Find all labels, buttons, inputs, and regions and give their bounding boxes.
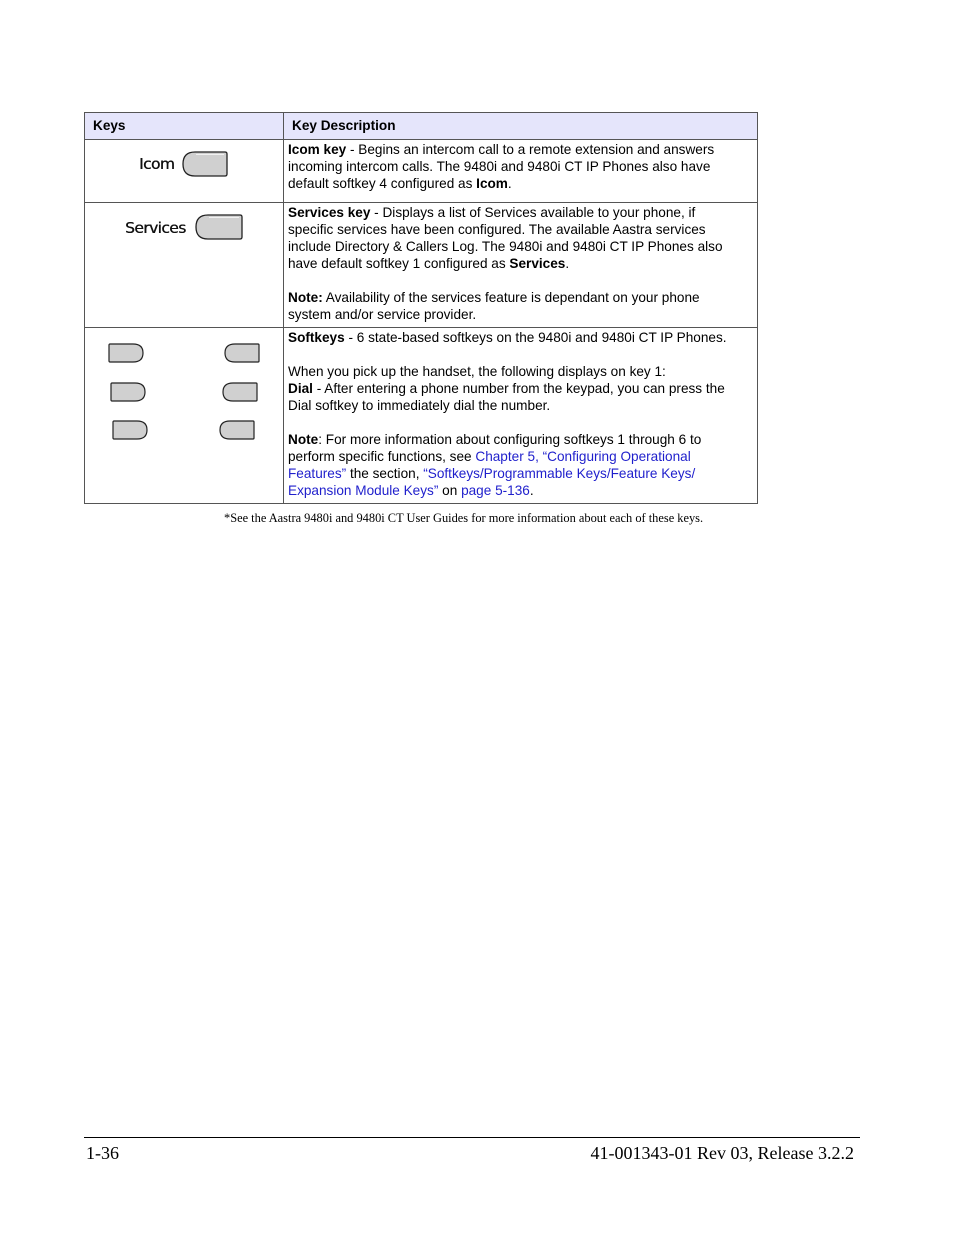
- icom-key-label: Icom: [139, 155, 175, 173]
- services-title: Services key: [288, 205, 371, 220]
- table-header-row: [85, 113, 758, 140]
- softkeys-title: Softkeys: [288, 330, 345, 345]
- page-5-136-link[interactable]: page 5-136: [461, 483, 530, 498]
- table-footnote: *See the Aastra 9480i and 9480i CT User Guides for more information about each of these keys.: [224, 511, 704, 525]
- header-keys: Keys: [85, 113, 284, 140]
- table-row: [85, 203, 758, 328]
- footer-document-id: 41-001343-01 Rev 03, Release 3.2.2: [590, 1143, 854, 1163]
- icom-description: Icom key - Begins an intercom call to a remote extension and answers incoming intercom calls. The 9480i and 9480i CT IP Phones also have default softkey 4 configured as Icom.: [284, 140, 758, 203]
- services-bold-end: Services: [509, 256, 566, 271]
- services-key-label: Services: [125, 219, 186, 237]
- dial-text: - After entering a phone number from the keypad, you can press the Dial softkey to immediately dial the number.: [288, 381, 725, 413]
- softkey-6-icon: [218, 419, 256, 441]
- keys-table: [84, 112, 758, 504]
- softkey-5-icon: [221, 381, 259, 403]
- softkey-1-icon: [107, 342, 145, 364]
- header-key-description: Key Description: [284, 113, 758, 140]
- table-row: [85, 140, 758, 203]
- softkey-4-icon: [223, 342, 261, 364]
- services-note-label: Note:: [288, 290, 323, 305]
- services-text: - Displays a list of Services available to your phone, if specific services have been configured. The available Aastra services include Directory & Callers Log. The 9480i and 9480i CT IP Phones also have default softkey 1 configured as: [288, 205, 723, 271]
- softkey-2-icon: [109, 381, 147, 403]
- icom-text: - Begins an intercom call to a remote extension and answers incoming intercom calls. The 9480i and 9480i CT IP Phones also have default softkey 4 configured as: [288, 142, 715, 191]
- icom-key-icon: [181, 150, 229, 178]
- icom-title: Icom key: [288, 142, 347, 157]
- table-row: [85, 328, 758, 504]
- footer-page-number: 1-36: [86, 1143, 119, 1163]
- services-description: Services key - Displays a list of Services available to your phone, if specific services have been configured. The available Aastra services include Directory & Callers Log. The 9480i and 9480i CT IP Phones also have default softkey 1 configured as Services. Note: Availability of the services feature is dependant on your phone system and/or service provider.: [284, 203, 758, 328]
- footer-divider: [84, 1137, 860, 1138]
- softkeys-description: Softkeys - 6 state-based softkeys on the 9480i and 9480i CT IP Phones. When you pick up the handset, the following displays on key 1: Dial - After entering a phone number from the keypad, you can press the Dial softkey to immediately dial the number. Note: For more information about configuring softkeys 1 through 6 to perform specific functions, see Chapter 5, “Configuring Operational Features” the section, “Softkeys/Programmable Keys/Feature Keys/ Expansion Module Keys” on page 5-136.: [284, 328, 758, 504]
- softkeys-section-link[interactable]: “Softkeys/Programmable Keys/Feature Keys/ Expansion Module Keys”: [288, 466, 696, 498]
- softkeys-cell: [85, 328, 284, 504]
- services-key-cell: [85, 203, 284, 328]
- icom-key-cell: [85, 140, 284, 203]
- softkeys-text: - 6 state-based softkeys on the 9480i and 9480i CT IP Phones.: [344, 330, 727, 345]
- dial-label: Dial: [288, 381, 313, 396]
- chapter-5-link[interactable]: Chapter 5, “Configuring Operational Features”: [288, 449, 691, 481]
- softkeys-note-label: Note: [288, 432, 319, 447]
- softkeys-handset-text: When you pick up the handset, the following displays on key 1:: [288, 364, 666, 379]
- services-note-text: Availability of the services feature is dependant on your phone system and/or service provider.: [288, 290, 700, 322]
- icom-bold-end: Icom: [476, 176, 508, 191]
- softkey-3-icon: [111, 419, 149, 441]
- services-key-icon: [194, 213, 244, 241]
